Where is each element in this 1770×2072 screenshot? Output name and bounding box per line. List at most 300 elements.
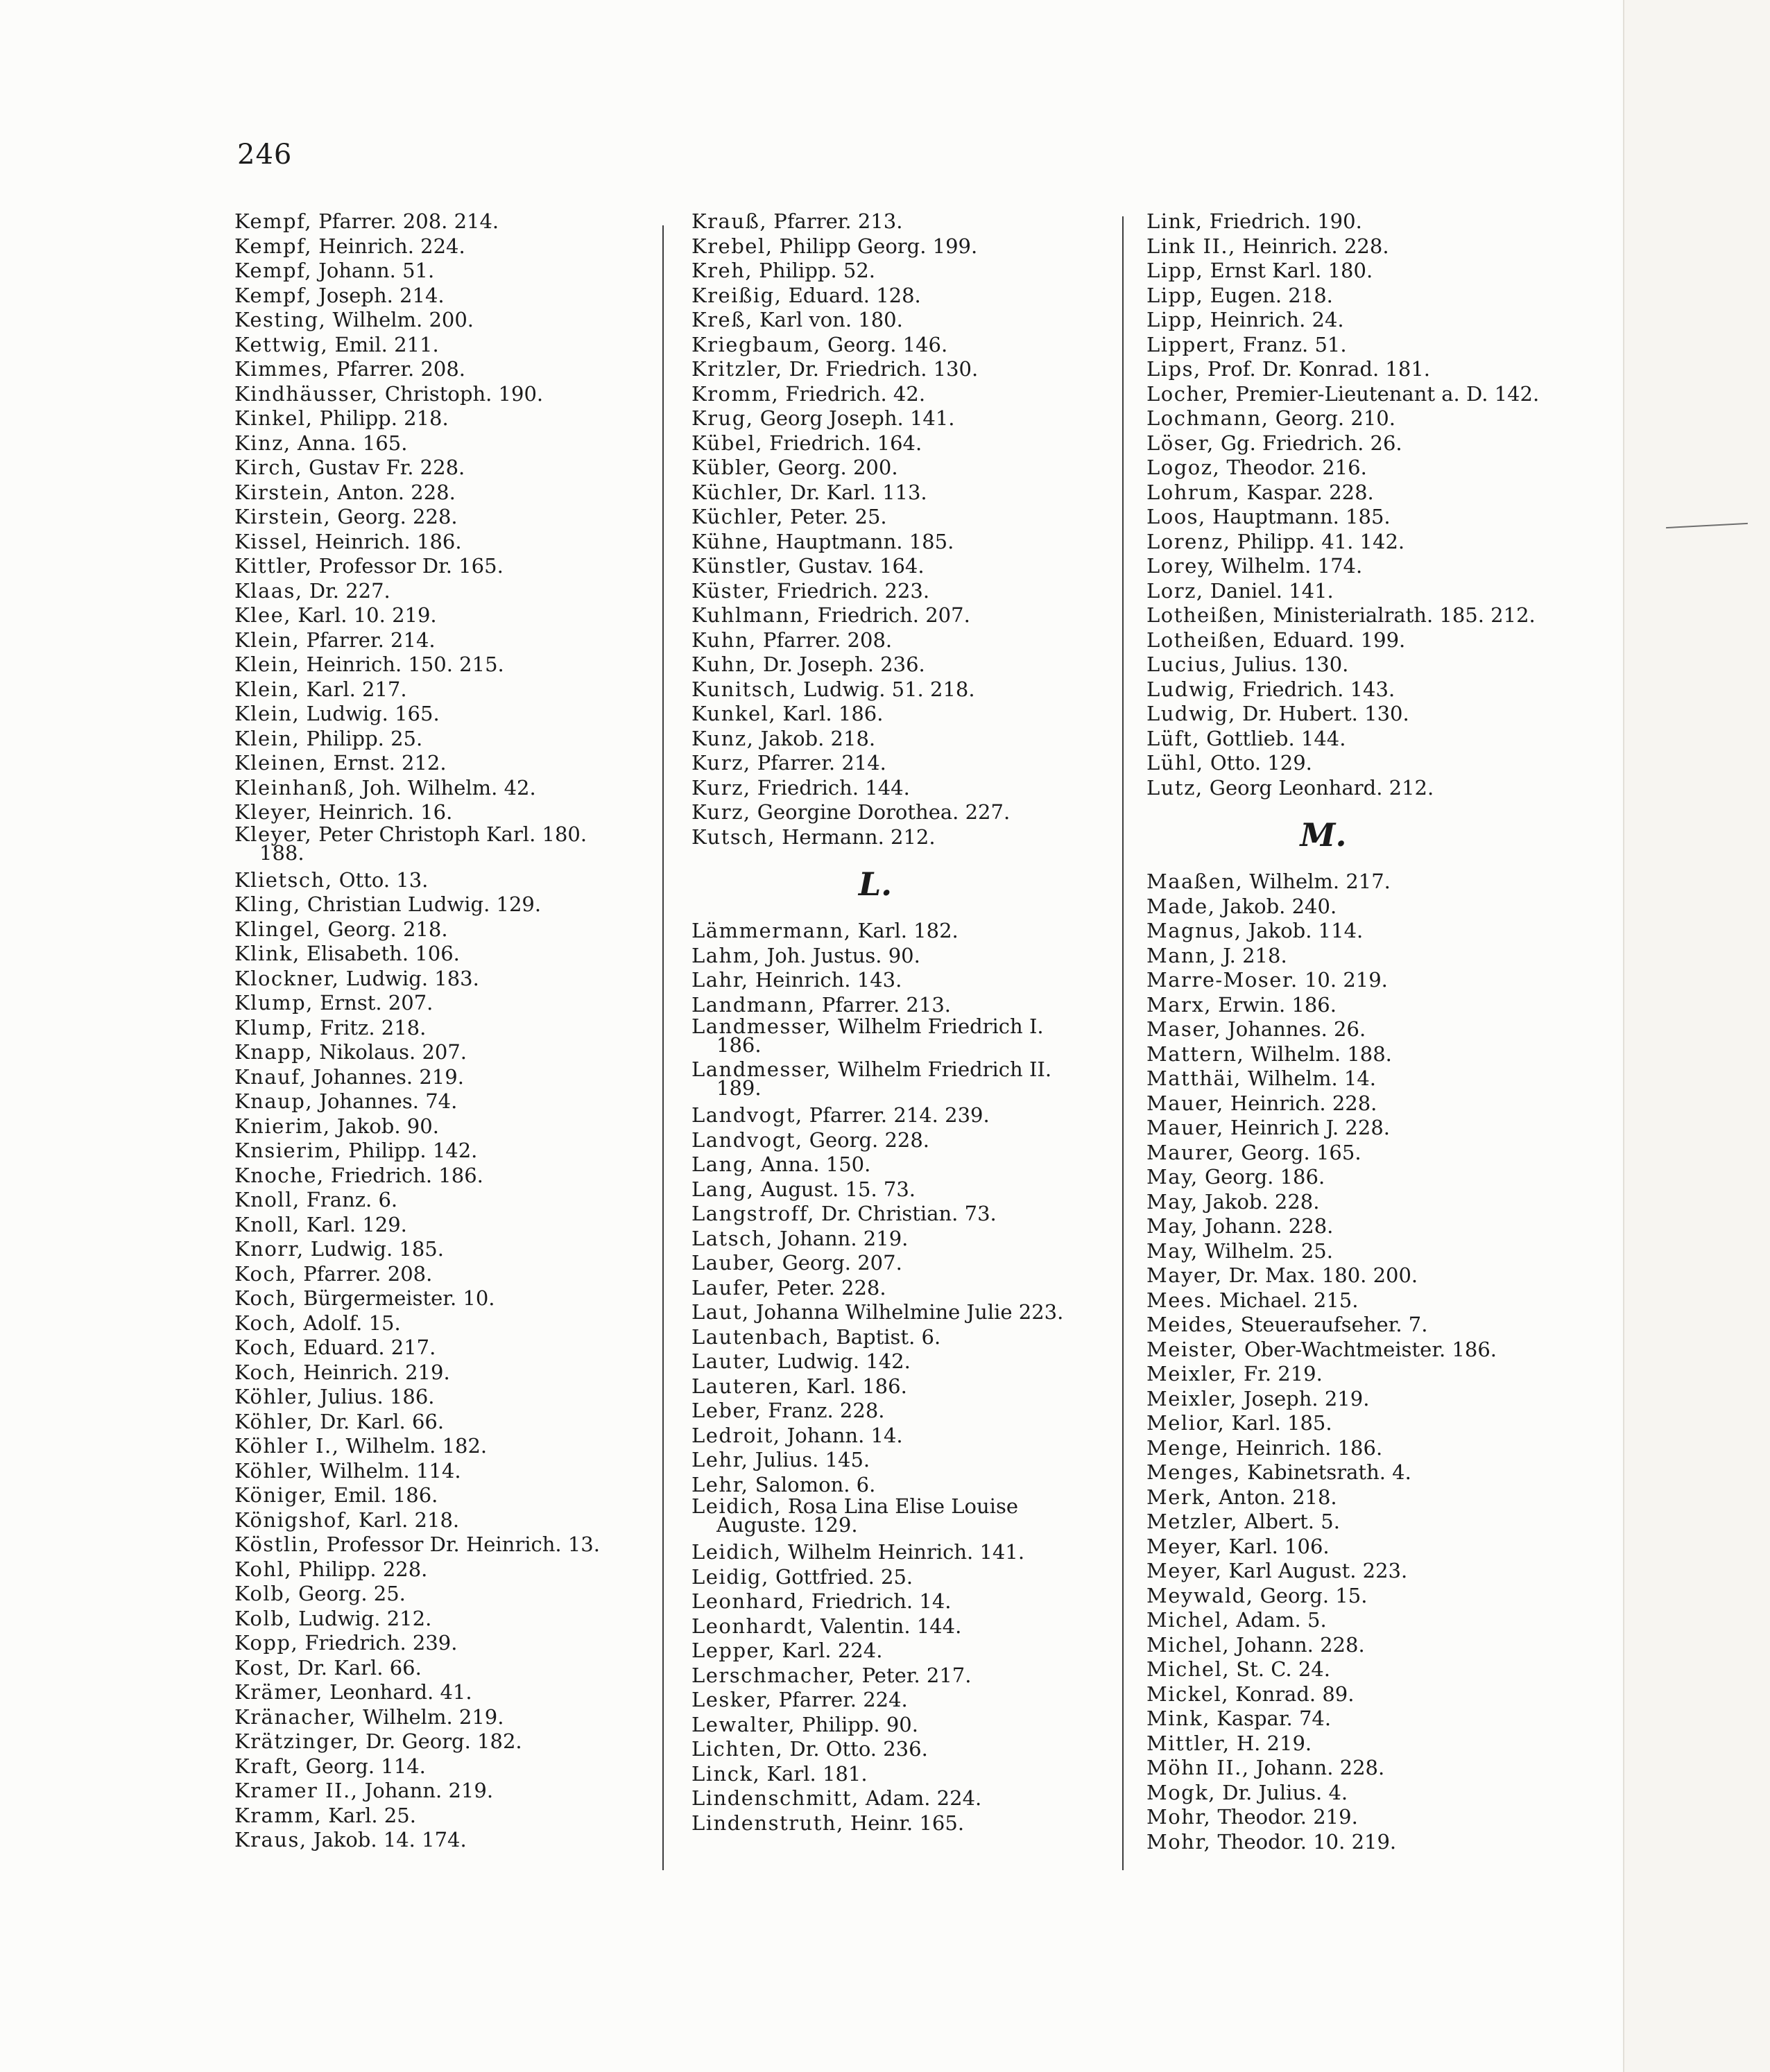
index-entry: [691, 727, 1122, 752]
index-entry: [691, 919, 1122, 944]
entry-surname: Klein,: [234, 628, 300, 652]
entry-surname: Landmesser,: [691, 1015, 832, 1038]
entry-detail: Georg. 210.: [1269, 406, 1395, 430]
entry-surname: Michel,: [1146, 1608, 1230, 1632]
entry-detail: Wilhelm. 25.: [1198, 1238, 1333, 1263]
entry-detail: Pfarrer. 208.: [296, 1261, 433, 1286]
index-entry: [691, 1494, 1122, 1540]
entry-surname: Loos,: [1146, 505, 1206, 528]
index-entry: [691, 1103, 1122, 1128]
entry-detail: Rosa Lina Elise Louise: [781, 1494, 1018, 1518]
entry-surname: Kühne,: [691, 529, 770, 553]
entry-surname: Knoche,: [234, 1163, 325, 1187]
entry-detail: Georg Leonhard. 212.: [1203, 775, 1434, 800]
entry-continuation: 188.: [259, 840, 304, 865]
index-entry: [1146, 1535, 1563, 1560]
entry-surname: Kleinen,: [234, 751, 327, 775]
entry-detail: Gottlieb. 144.: [1200, 726, 1346, 750]
entry-surname: Landmesser,: [691, 1057, 832, 1081]
entry-detail: Wilhelm. 174.: [1214, 554, 1363, 578]
entry-surname: Kirstein,: [234, 480, 332, 504]
index-entry: [234, 530, 651, 555]
entry-surname: Lohrum,: [1146, 480, 1241, 504]
entry-detail: Friedrich. 42.: [779, 381, 926, 406]
entry-detail: Eduard. 199.: [1266, 628, 1406, 652]
index-entry: [234, 1114, 651, 1139]
index-entry: [234, 333, 651, 358]
entry-detail: Karl. 217.: [300, 677, 407, 701]
entry-surname: Kritzler,: [691, 357, 783, 381]
index-entry: [234, 382, 651, 407]
index-entry: [234, 702, 651, 727]
entry-detail: Kaspar. 228.: [1240, 480, 1374, 504]
entry-surname: Linck,: [691, 1761, 761, 1786]
index-entry: [1146, 628, 1563, 653]
entry-surname: Klein,: [234, 677, 300, 701]
entry-detail: Ministerialrath. 185. 212.: [1266, 603, 1536, 627]
entry-surname: Kesting,: [234, 308, 327, 331]
entry-surname: Lutz,: [1146, 775, 1203, 800]
entry-surname: Lahm,: [691, 943, 761, 967]
entry-detail: Dr. Georg. 182.: [359, 1729, 522, 1753]
entry-surname: Leidich,: [691, 1494, 782, 1518]
entry-surname: Ledroit,: [691, 1423, 781, 1447]
entry-surname: Mees.: [1146, 1288, 1213, 1312]
entry-surname: Knorr,: [234, 1237, 304, 1261]
entry-surname: Kübel,: [691, 431, 763, 455]
entry-detail: Dr. Friedrich. 130.: [782, 357, 979, 381]
entry-detail: Professor Dr. Heinrich. 13.: [320, 1533, 600, 1556]
entry-detail: St. C. 24.: [1230, 1657, 1330, 1681]
entry-surname: Lindenstruth,: [691, 1811, 844, 1835]
entry-detail: Georgine Dorothea. 227.: [750, 800, 1011, 824]
index-entry: [691, 1202, 1122, 1227]
entry-surname: Michel,: [1146, 1657, 1230, 1681]
entry-detail: Friedrich. 186.: [324, 1163, 483, 1187]
entry-surname: Kinz,: [234, 431, 291, 455]
index-entry: [1146, 259, 1563, 284]
entry-detail: Anton. 218.: [1212, 1485, 1337, 1509]
index-entry: [1146, 993, 1563, 1018]
index-entry: [691, 653, 1122, 677]
index-entry: [1146, 382, 1563, 407]
entry-surname: Lauber,: [691, 1251, 776, 1275]
index-entry: [1146, 895, 1563, 920]
index-entry: [691, 1639, 1122, 1664]
entry-detail: Gg. Friedrich. 26.: [1214, 431, 1402, 455]
entry-detail: Peter. 228.: [770, 1275, 886, 1300]
entry-surname: Lämmermann,: [691, 919, 852, 942]
entry-surname: Koch,: [234, 1336, 297, 1359]
index-entry: [234, 234, 651, 259]
entry-detail: Heinrich. 186.: [1229, 1435, 1383, 1460]
index-entry: [1146, 1214, 1563, 1239]
entry-surname: Meides,: [1146, 1313, 1235, 1336]
entry-detail: Ernst. 207.: [313, 991, 433, 1015]
entry-detail: Georg. 228.: [802, 1128, 930, 1152]
index-entry: [691, 382, 1122, 407]
entry-surname: Ludwig,: [1146, 702, 1236, 725]
entry-detail: Konrad. 89.: [1228, 1682, 1355, 1706]
entry-surname: Kleyer,: [234, 800, 313, 824]
index-entry: [691, 259, 1122, 284]
entry-detail: Jakob. 114.: [1241, 919, 1364, 942]
index-entry: [234, 1508, 651, 1533]
entry-surname: Kunkel,: [691, 702, 777, 725]
index-entry: [1146, 1313, 1563, 1338]
entry-surname: Kopp,: [234, 1631, 299, 1655]
index-entry: [1146, 406, 1563, 431]
entry-surname: Köhler I.,: [234, 1434, 340, 1458]
entry-surname: Küchler,: [691, 480, 784, 504]
entry-detail: Julius. 145.: [748, 1448, 870, 1471]
entry-surname: Kreißig,: [691, 283, 782, 307]
index-entry: [234, 308, 651, 333]
entry-detail: Anton. 228.: [331, 480, 456, 504]
section-heading: M.: [1300, 816, 1347, 854]
index-entry: [1146, 1190, 1563, 1215]
index-entry: [691, 284, 1122, 309]
entry-detail: Wilhelm Friedrich II.: [831, 1057, 1052, 1081]
entry-detail: Heinrich J. 228.: [1223, 1116, 1390, 1139]
entry-detail: Kabinetsrath. 4.: [1240, 1460, 1411, 1484]
index-entry: [234, 800, 651, 825]
entry-surname: Kling,: [234, 892, 301, 916]
index-entry: [234, 554, 651, 579]
index-entry: [234, 1213, 651, 1238]
index-entry: [1146, 579, 1563, 604]
entry-detail: Wilhelm Heinrich. 141.: [781, 1540, 1025, 1564]
entry-surname: Ludwig,: [1146, 677, 1236, 701]
index-entry: [234, 1286, 651, 1311]
entry-surname: Lippert,: [1146, 332, 1237, 356]
entry-detail: Gustav. 164.: [791, 554, 925, 578]
index-entry: [691, 554, 1122, 579]
entry-detail: Eugen. 218.: [1203, 283, 1333, 307]
index-entry: [1146, 1633, 1563, 1658]
entry-detail: Otto. 13.: [332, 867, 429, 892]
entry-surname: Krätzinger,: [234, 1729, 359, 1753]
index-entry: [691, 1589, 1122, 1614]
index-entry: [691, 702, 1122, 727]
entry-detail: Karl. 186.: [776, 702, 884, 725]
index-entry: [691, 505, 1122, 530]
entry-surname: May,: [1146, 1165, 1198, 1189]
entry-detail: Christian Ludwig. 129.: [300, 892, 542, 916]
entry-surname: Künstler,: [691, 554, 792, 578]
entry-detail: Karl. 181.: [760, 1761, 868, 1786]
entry-surname: Michel,: [1146, 1632, 1230, 1657]
entry-surname: Krug,: [691, 406, 754, 430]
entry-detail: Pfarrer. 213.: [815, 992, 951, 1017]
column-divider-1: [662, 225, 664, 1870]
index-entry: [691, 1374, 1122, 1399]
entry-surname: Kuhn,: [691, 653, 757, 676]
entry-detail: Ludwig. 212.: [291, 1606, 432, 1630]
entry-surname: Mittler,: [1146, 1731, 1230, 1755]
index-entry: [234, 1533, 651, 1557]
index-entry: [691, 1325, 1122, 1350]
entry-surname: Mayer,: [1146, 1263, 1223, 1287]
entry-detail: Karl. 129.: [300, 1212, 407, 1236]
entry-detail: Peter. 217.: [855, 1663, 972, 1687]
entry-detail: Eduard. 217.: [296, 1336, 436, 1359]
entry-detail: Jakob. 228.: [1198, 1189, 1320, 1214]
index-entry: [234, 1705, 651, 1730]
index-entry: [691, 1448, 1122, 1473]
entry-surname: Krauß,: [691, 209, 768, 233]
entry-detail: Johanna Wilhelmine Julie 223.: [749, 1300, 1064, 1324]
entry-detail: Wilhelm. 217.: [1243, 870, 1391, 893]
entry-detail: Philipp. 218.: [313, 406, 449, 430]
section-heading: L.: [858, 865, 893, 903]
entry-surname: Lips,: [1146, 357, 1201, 381]
entry-detail: Karl. 185.: [1225, 1411, 1332, 1435]
entry-detail: Christoph. 190.: [378, 381, 544, 406]
entry-detail: Philipp. 25.: [300, 726, 423, 750]
entry-detail: Philipp. 52.: [753, 259, 876, 282]
index-entry: [234, 991, 651, 1016]
entry-detail: Dr. Joseph. 236.: [756, 653, 925, 676]
entry-surname: Landmann,: [691, 992, 816, 1017]
entry-surname: Leber,: [691, 1399, 762, 1422]
entry-surname: Maurer,: [1146, 1140, 1235, 1164]
index-entry: [234, 259, 651, 284]
index-entry: [1146, 751, 1563, 776]
entry-detail: Emil. 211.: [328, 332, 439, 356]
index-entry: [234, 1089, 651, 1114]
index-entry: [1146, 653, 1563, 677]
index-entry: [1146, 727, 1563, 752]
entry-detail: Friedrich. 164.: [762, 431, 922, 455]
index-entry: [234, 1065, 651, 1090]
entry-detail: Friedrich. 190.: [1203, 209, 1362, 233]
entry-surname: Meixler,: [1146, 1386, 1237, 1410]
entry-detail: Georg. 165.: [1235, 1140, 1361, 1164]
entry-surname: Kraft,: [234, 1754, 300, 1778]
entry-detail: Steueraufseher. 7.: [1234, 1313, 1428, 1336]
entry-surname: Kinkel,: [234, 406, 313, 430]
entry-surname: Klingel,: [234, 917, 322, 941]
index-column-1: [234, 209, 651, 1853]
entry-detail: Ernst Karl. 180.: [1203, 259, 1373, 282]
index-entry: [1146, 1510, 1563, 1535]
entry-detail: J. 218.: [1217, 943, 1287, 967]
entry-surname: Meixler,: [1146, 1362, 1237, 1385]
index-entry: [234, 406, 651, 431]
index-entry: [1146, 209, 1563, 234]
entry-detail: Johann. 228.: [1230, 1632, 1365, 1657]
entry-detail: Philipp. 142.: [342, 1139, 478, 1162]
index-entry: [234, 1804, 651, 1829]
index-entry: [234, 1557, 651, 1582]
entry-detail: Georg. 228.: [331, 505, 458, 528]
entry-surname: Lorenz,: [1146, 529, 1231, 553]
index-entry: [691, 209, 1122, 234]
index-entry: [1146, 308, 1563, 333]
index-entry: [234, 1434, 651, 1459]
index-entry: [1146, 1436, 1563, 1461]
index-entry: [1146, 333, 1563, 358]
entry-surname: Koch,: [234, 1286, 297, 1310]
entry-surname: Lichten,: [691, 1737, 784, 1761]
entry-surname: Köhler,: [234, 1409, 313, 1433]
entry-surname: Made,: [1146, 894, 1216, 918]
entry-detail: Leonhard. 41.: [323, 1680, 472, 1704]
index-entry: [691, 993, 1122, 1018]
entry-surname: Lang,: [691, 1152, 755, 1176]
index-entry: [1146, 1682, 1563, 1707]
index-entry: [1146, 1411, 1563, 1436]
entry-surname: Klockner,: [234, 966, 340, 990]
entry-detail: Ernst. 212.: [327, 751, 447, 775]
index-entry: [234, 1680, 651, 1705]
entry-detail: Wilhelm. 200.: [326, 308, 474, 331]
index-entry: [1146, 284, 1563, 309]
index-entry: [1146, 1239, 1563, 1264]
entry-surname: Lotheißen,: [1146, 628, 1266, 652]
entry-detail: Dr. 227.: [302, 578, 390, 603]
index-entry: [1146, 1805, 1563, 1830]
entry-surname: Köhler,: [234, 1385, 313, 1408]
index-entry: [691, 530, 1122, 555]
index-entry: [1146, 1485, 1563, 1510]
entry-surname: Link II.,: [1146, 234, 1236, 258]
entry-detail: Ludwig. 165.: [300, 702, 440, 725]
index-entry: [691, 1128, 1122, 1153]
entry-surname: Kissel,: [234, 529, 309, 553]
index-entry: [1146, 234, 1563, 259]
entry-surname: Merk,: [1146, 1485, 1213, 1509]
entry-detail: Fr. 219.: [1237, 1362, 1323, 1385]
entry-surname: Mickel,: [1146, 1682, 1229, 1706]
entry-detail: Theodor. 10. 219.: [1211, 1829, 1397, 1854]
entry-surname: May,: [1146, 1189, 1198, 1214]
entry-surname: Lesker,: [691, 1688, 773, 1711]
index-entry: [234, 1828, 651, 1853]
index-entry: [1146, 1042, 1563, 1067]
entry-surname: Kittler,: [234, 554, 313, 578]
entry-detail: Emil. 186.: [327, 1483, 438, 1507]
entry-surname: Lochmann,: [1146, 406, 1269, 430]
index-entry: [691, 1251, 1122, 1276]
entry-detail: Franz. 6.: [300, 1188, 398, 1211]
entry-detail: H. 219.: [1230, 1731, 1312, 1755]
entry-surname: Kriegbaum,: [691, 332, 821, 356]
index-entry: [234, 677, 651, 702]
index-entry: [234, 579, 651, 604]
index-entry: [234, 1237, 651, 1262]
entry-surname: Maaßen,: [1146, 870, 1244, 893]
entry-surname: Klump,: [234, 1015, 313, 1039]
entry-detail: Wilhelm Friedrich I.: [831, 1015, 1044, 1038]
index-entry: [1146, 1608, 1563, 1633]
index-entry: [691, 1688, 1122, 1713]
entry-surname: Lühl,: [1146, 751, 1204, 775]
entry-detail: Ober-Wachtmeister. 186.: [1237, 1337, 1497, 1361]
entry-surname: Lipp,: [1146, 283, 1204, 307]
entry-surname: Königer,: [234, 1483, 327, 1507]
entry-surname: Klein,: [234, 726, 300, 750]
index-entry: [1146, 1781, 1563, 1806]
entry-detail: Valentin. 144.: [814, 1614, 962, 1638]
entry-surname: Kränacher,: [234, 1704, 356, 1729]
index-entry: [234, 1631, 651, 1656]
entry-detail: Friedrich. 223.: [770, 578, 930, 603]
entry-detail: Adam. 5.: [1230, 1608, 1327, 1632]
entry-surname: Menge,: [1146, 1435, 1230, 1460]
entry-detail: Theodor. 219.: [1211, 1805, 1358, 1829]
entry-detail: Johannes. 74.: [313, 1089, 458, 1113]
index-entry: [234, 776, 651, 801]
entry-surname: Lehr,: [691, 1448, 749, 1471]
entry-surname: Kübler,: [691, 456, 772, 479]
index-entry: [1146, 530, 1563, 555]
entry-detail: Johannes. 219.: [307, 1064, 464, 1089]
entry-surname: Krämer,: [234, 1680, 323, 1704]
index-entry: [1146, 776, 1563, 801]
index-entry: [1146, 919, 1563, 944]
index-entry: [234, 1607, 651, 1632]
entry-surname: Kempf,: [234, 259, 313, 282]
entry-detail: Heinrich. 219.: [296, 1360, 450, 1384]
index-entry: [234, 1164, 651, 1189]
entry-surname: Kirstein,: [234, 505, 332, 528]
entry-surname: Klee,: [234, 603, 291, 627]
entry-surname: Kuhn,: [691, 628, 757, 652]
entry-detail: Prof. Dr. Konrad. 181.: [1201, 357, 1431, 381]
index-entry: [691, 456, 1122, 481]
index-entry: [234, 868, 651, 893]
index-entry: [1146, 1387, 1563, 1412]
entry-detail: Peter. 25.: [783, 505, 887, 528]
index-entry: [234, 1483, 651, 1508]
entry-surname: Küster,: [691, 578, 771, 603]
entry-surname: Leonhard,: [691, 1589, 805, 1613]
entry-detail: Wilhelm. 188.: [1244, 1042, 1392, 1066]
entry-detail: Kaspar. 74.: [1210, 1707, 1332, 1730]
index-entry: [691, 825, 1122, 850]
index-entry: [234, 628, 651, 653]
index-entry: [1146, 944, 1563, 969]
entry-detail: Johann. 51.: [312, 259, 435, 282]
entry-detail: Karl. 106.: [1222, 1534, 1330, 1558]
entry-continuation: 189.: [716, 1076, 762, 1100]
entry-detail: Friedrich. 207.: [811, 603, 970, 627]
entry-detail: Georg. 186.: [1198, 1165, 1325, 1189]
index-entry: [691, 1300, 1122, 1325]
index-entry: [1146, 1116, 1563, 1141]
index-entry: [1146, 1657, 1563, 1682]
entry-surname: Knauf,: [234, 1064, 307, 1089]
entry-surname: Lipp,: [1146, 259, 1204, 282]
entry-detail: Gottfried. 25.: [768, 1564, 913, 1589]
index-entry: [691, 1276, 1122, 1301]
index-entry: [234, 1040, 651, 1065]
entry-surname: Laufer,: [691, 1275, 771, 1300]
entry-surname: Lipp,: [1146, 308, 1204, 331]
index-entry: [691, 1664, 1122, 1689]
entry-surname: Mogk,: [1146, 1780, 1217, 1804]
entry-detail: Nikolaus. 207.: [312, 1040, 467, 1064]
index-entry: [691, 751, 1122, 776]
entry-detail: Johann. 219.: [773, 1226, 909, 1250]
entry-detail: Friedrich. 14.: [805, 1589, 952, 1613]
index-entry: [1146, 1338, 1563, 1363]
entry-detail: Fritz. 218.: [313, 1015, 427, 1039]
entry-detail: Karl August. 223.: [1222, 1559, 1408, 1582]
entry-detail: Wilhelm. 114.: [313, 1458, 461, 1483]
